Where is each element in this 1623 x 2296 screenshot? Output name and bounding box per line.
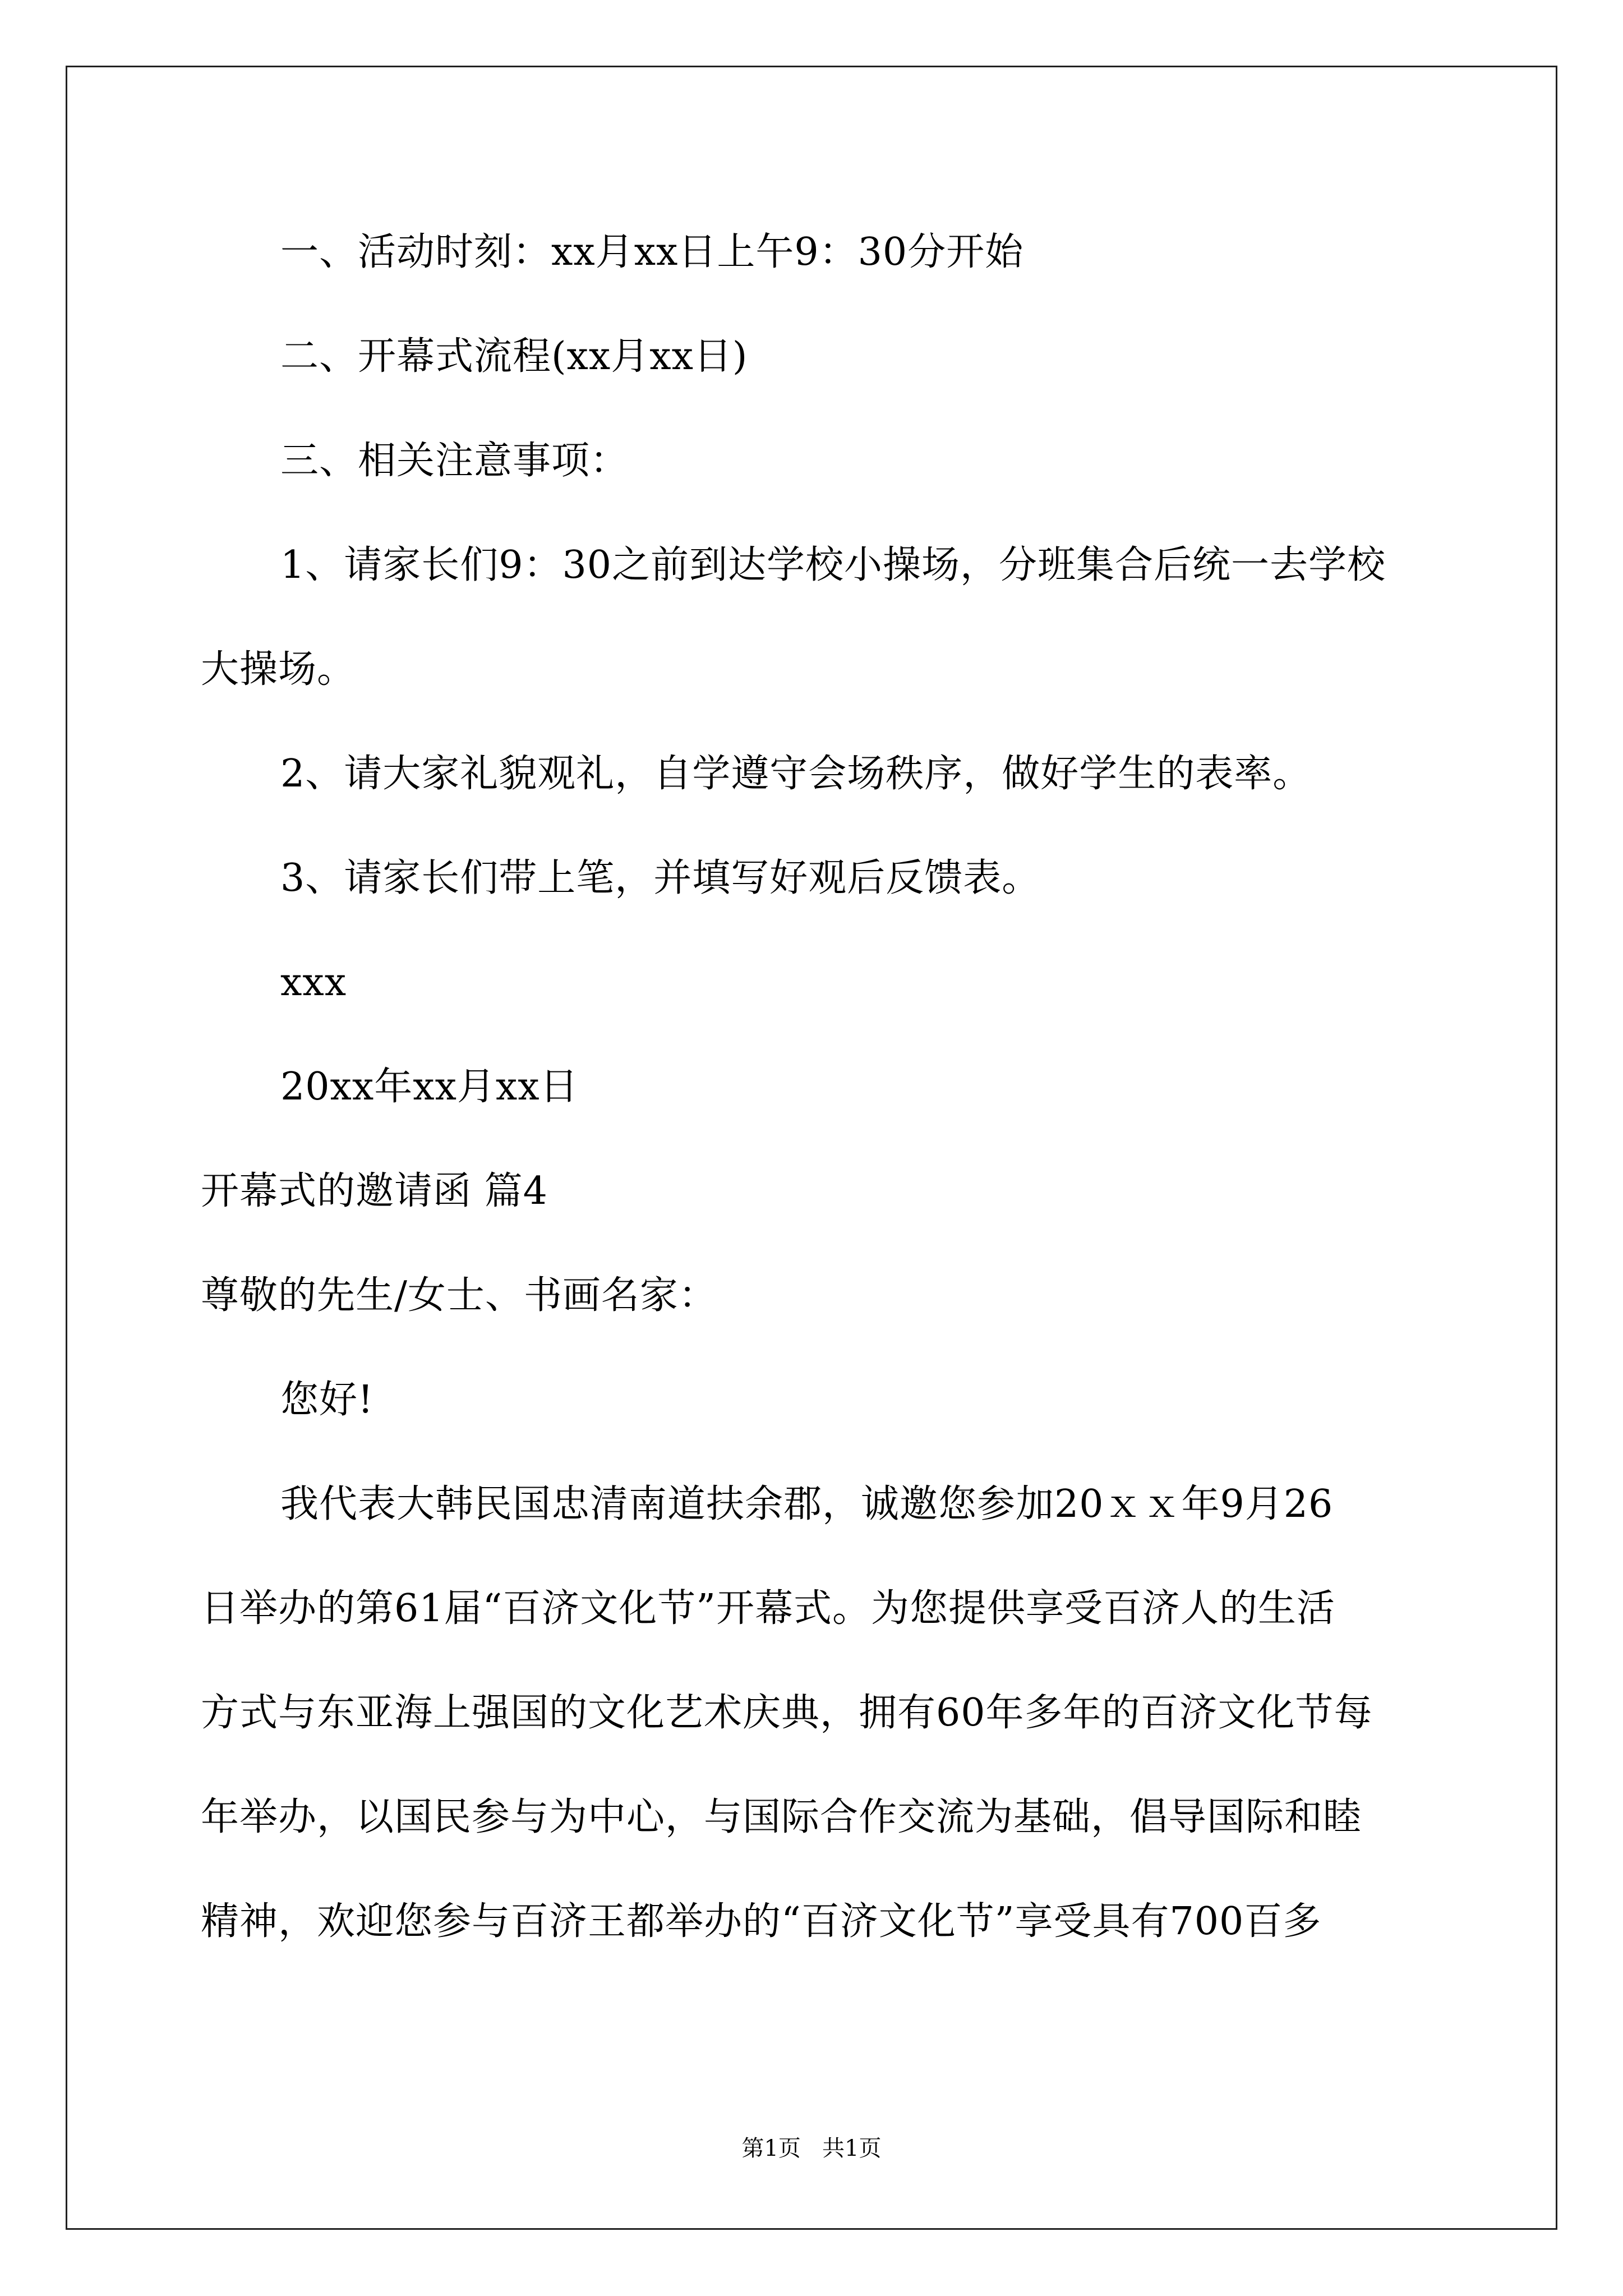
body-line-4: 年举办，以国民参与为中心，与国际合作交流为基础，倡导国际和睦 (201, 1795, 1362, 1839)
page-number-footer: 第1页 共1页 (741, 2136, 882, 2161)
note-1-line-1: 1、请家长们9：30之前到达学校小操场，分班集合后统一去学校 (280, 543, 1386, 587)
note-3-line: 3、请家长们带上笔，并填写好观后反馈表。 (280, 856, 1041, 900)
body-line-5: 精神，欢迎您参与百济王都举办的“百济文化节”享受具有700百多 (201, 1899, 1322, 1944)
body-line-3: 方式与东亚海上强国的文化艺术庆典，拥有60年多年的百济文化节每 (201, 1691, 1373, 1735)
notes-heading: 三、相关注意事项： (280, 439, 629, 483)
note-2-line: 2、请大家礼貌观礼，自学遵守会场秩序，做好学生的表率。 (280, 752, 1312, 796)
activity-time-line: 一、活动时刻：xx月xx日上午9：30分开始 (280, 230, 1024, 274)
ceremony-process-line: 二、开幕式流程(xx月xx日) (280, 334, 748, 379)
body-line-2: 日举办的第61届“百济文化节”开幕式。为您提供享受百济人的生活 (201, 1586, 1336, 1631)
greeting-line: 您好! (280, 1378, 374, 1422)
signature-line: xxx (280, 960, 347, 1005)
note-1-line-2: 大操场。 (201, 647, 356, 692)
section-title: 开幕式的邀请函 篇4 (201, 1169, 548, 1213)
body-line-1: 我代表大韩民国忠清南道扶余郡，诚邀您参加20ｘｘ年9月26 (280, 1482, 1334, 1526)
date-line: 20xx年xx月xx日 (280, 1065, 579, 1109)
salutation-line: 尊敬的先生/女士、书画名家： (201, 1273, 717, 1318)
